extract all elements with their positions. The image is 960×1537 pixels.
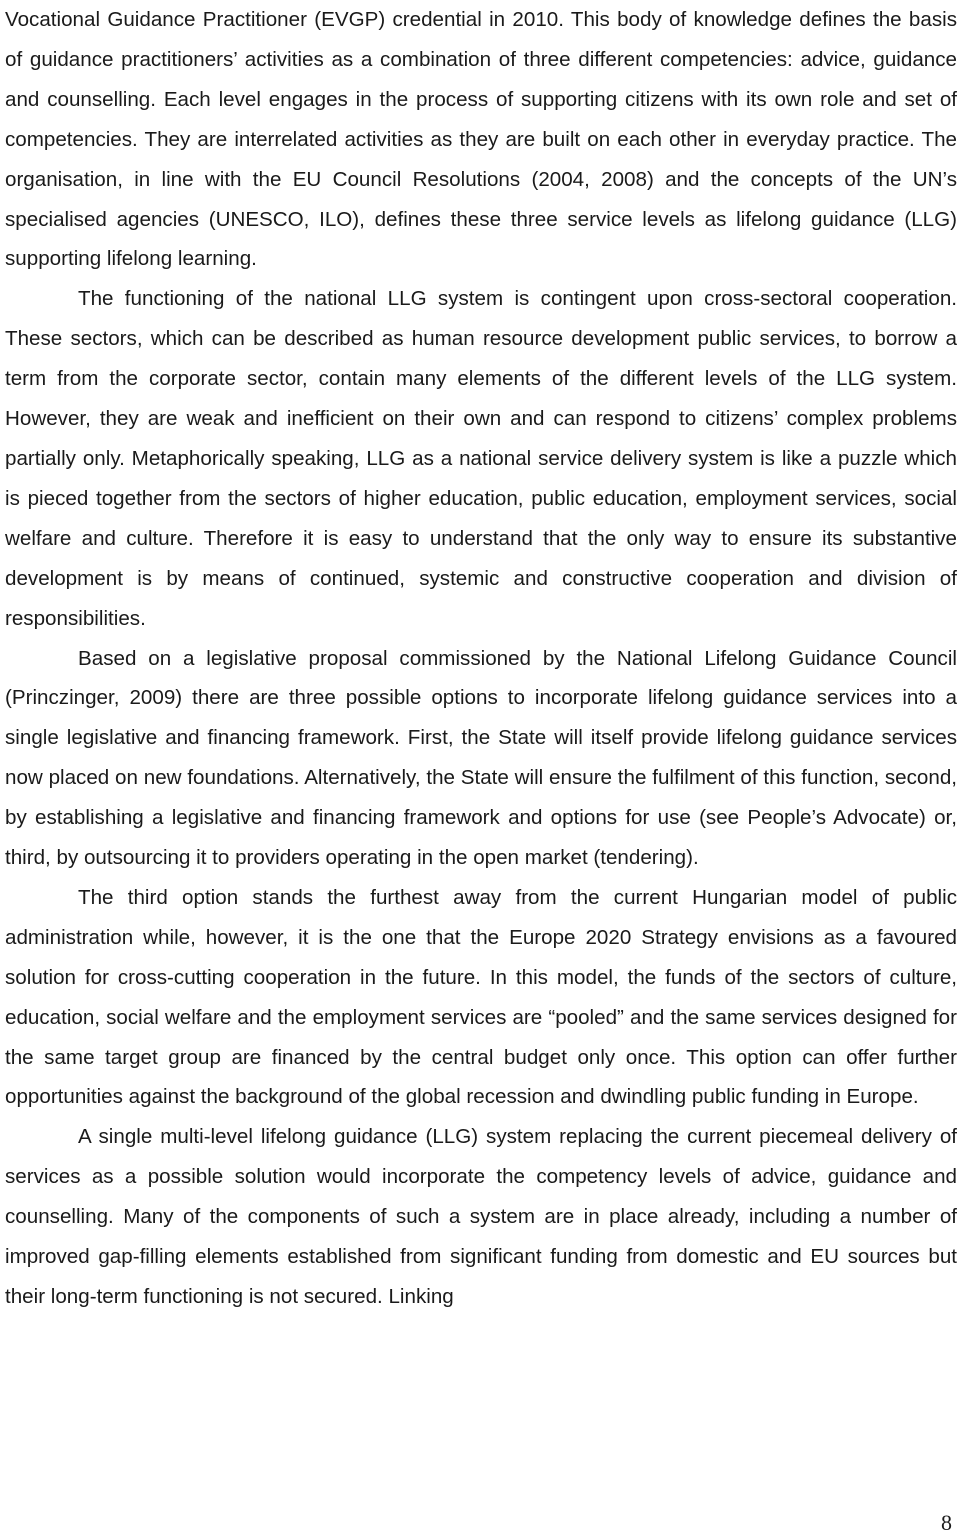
paragraph-multi-level-system: A single multi-level lifelong guidance (LLG) system replacing the current piecemeal delivery of services as a possible solution would incorporate the competency levels of advice, guidance and counselling. Many of the components of such a system are in place already, including a number of improved gap-filling elements established from significant funding from domestic and EU sources but their long-term functioning is not secured. Linking — [5, 1125, 957, 1308]
paragraph-legislative-proposal: Based on a legislative proposal commissioned by the National Lifelong Guidance Council (Princzinger, 2009) there are three possible options to incorporate lifelong guidance services into a single legislative and financing framework. First, the State will itself provide lifelong guidance services now placed on new foundations. Alternatively, the State will ensure the fulfilment of this function, second, by establishing a legislative and financing framework and options for use (see People’s Advocate) or, third, by outsourcing it to providers operating in the open market (tendering). — [5, 646, 957, 870]
page-number: 8 — [941, 1510, 952, 1535]
paragraph-llg-system: The functioning of the national LLG system is contingent upon cross-sectoral cooperation. These sectors, which can be described as human resource development public services, to borrow a term from the corporate sector, contain many elements of the different levels of the LLG system. However, they are weak and inefficient on their own and can respond to citizens’ complex problems partially only. Metaphorically speaking, LLG as a national service delivery system is like a puzzle which is pieced together from the sectors of higher education, public education, employment services, social welfare and culture. Therefore it is easy to understand that the only way to ensure its substantive development is by means of continued, systemic and constructive cooperation and division of responsibilities. — [5, 287, 957, 630]
paragraph-continuation: Vocational Guidance Practitioner (EVGP) credential in 2010. This body of knowledge defines the basis of guidance practitioners’ activities as a combination of three different competencies: advice, guidance and counselling. Each level engages in the process of supporting citizens with its own role and set of competencies. They are interrelated activities as they are built on each other in everyday practice. The organisation, in line with the EU Council Resolutions (2004, 2008) and the concepts of the UN’s specialised agencies (UNESCO, ILO), defines these three service levels as lifelong guidance (LLG) supporting lifelong learning. — [5, 8, 957, 271]
paragraph-third-option: The third option stands the furthest away from the current Hungarian model of public administration while, however, it is the one that the Europe 2020 Strategy envisions as a favoured solution for cross-cutting cooperation in the future. In this model, the funds of the sectors of culture, education, social welfare and the employment services are “pooled” and the same services designed for the same target group are financed by the central budget only once. This option can offer further opportunities against the background of the global recession and dwindling public funding in Europe. — [5, 885, 957, 1109]
document-page — [5, 0, 957, 1317]
